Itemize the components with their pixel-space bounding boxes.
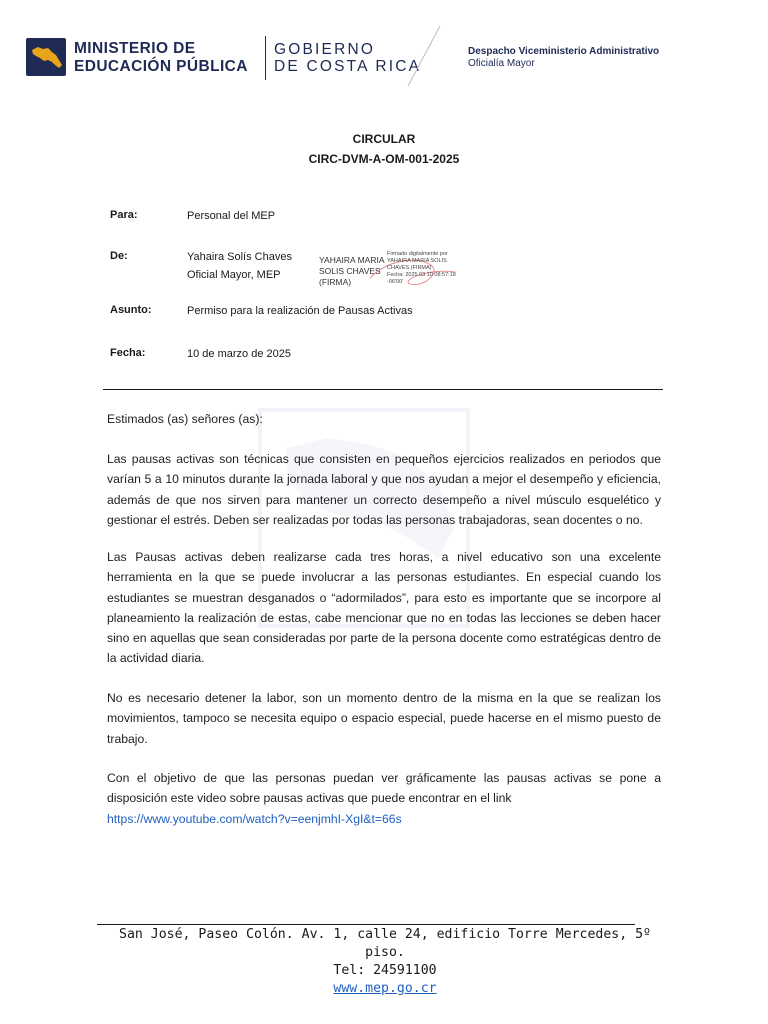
paragraph-4-text: Con el objetivo de que las personas puedan ver gráficamente las pausas activas se pone a disposición este video sobre pausas activas que puede encontrar en el link [107, 771, 661, 806]
office-block [468, 46, 659, 70]
stamp-line2: YAHAIRA MARIA SOLIS [387, 258, 447, 264]
de-label: De: [110, 250, 128, 262]
ministry-name [74, 40, 248, 76]
ministry-line1: MINISTERIO DE [74, 40, 196, 57]
stamp-line5: -06'00' [387, 279, 404, 285]
costa-rica-map-icon [26, 38, 66, 76]
paragraph-3: No es necesario detener la labor, son un momento dentro de la misma en la que se realizan los movimientos, tampoco se necesita equipo o espacio especial, puede hacerse en el mismo puesto de trabajo. [107, 691, 661, 746]
gov-line1: GOBIERNO [274, 41, 376, 58]
office-line1: Despacho Viceministerio Administrativo [468, 46, 660, 57]
para-value: Personal del MEP [187, 210, 276, 222]
stamp-line4: Fecha: 2025.03.10 08:57:18 [387, 272, 456, 278]
paragraph-1: Las pausas activas son técnicas que consisten en pequeños ejercicios realizados en periodos que varían 5 a 10 minutos durante la jornada laboral y que nos ayudan a mejor el desempeño y eficiencia, además de que nos sirven para mantener un correcto desempeño a nivel músculo esquelético y gestionar el estrés. Deben ser realizadas por todas las personas trabajadoras, sean docentes o no. [107, 452, 661, 527]
sig-name-line2: SOLIS CHAVES [319, 266, 381, 276]
de-title: Oficial Mayor, MEP [187, 269, 281, 281]
footer-website-link[interactable]: www.mep.go.cr [333, 981, 437, 996]
title-line1: CIRCULAR [352, 132, 416, 146]
fecha-label: Fecha: [110, 347, 146, 359]
sig-name-line1: YAHAIRA MARIA [319, 255, 385, 265]
digital-signature-stamp [387, 251, 487, 286]
footer [97, 926, 673, 998]
youtube-link[interactable]: https://www.youtube.com/watch?v=eenjmhI-XgI&t=66s [107, 811, 402, 826]
memo-divider [103, 389, 663, 390]
gov-line2: DE COSTA RICA [274, 58, 422, 75]
footer-divider [97, 924, 635, 925]
asunto-value: Permiso para la realización de Pausas Activas [187, 305, 413, 317]
header-slash-decoration [400, 24, 444, 90]
mep-logo [26, 38, 66, 76]
paragraph-4 [107, 768, 661, 829]
stamp-line1: Firmado digitalmente por [387, 251, 448, 257]
sig-name-line3: (FIRMA) [319, 277, 352, 287]
header-divider [265, 36, 266, 80]
para-label: Para: [110, 209, 138, 221]
stamp-line3: CHAVES (FIRMA) [387, 265, 432, 271]
footer-address: San José, Paseo Colón. Av. 1, calle 24, edificio Torre Mercedes, 5º piso. [119, 927, 651, 960]
ministry-line2: EDUCACIÓN PÚBLICA [74, 58, 248, 75]
footer-phone: Tel: 24591100 [333, 963, 437, 978]
de-name: Yahaira Solís Chaves [187, 251, 292, 263]
office-line2: Oficialía Mayor [468, 58, 535, 69]
circular-title [0, 129, 768, 169]
title-line2: CIRC-DVM-A-OM-001-2025 [308, 152, 460, 166]
fecha-value: 10 de marzo de 2025 [187, 348, 291, 360]
greeting: Estimados (as) señores (as): [107, 412, 263, 426]
paragraph-2: Las Pausas activas deben realizarse cada tres horas, a nivel educativo son una excelente herramienta en la que se puede involucrar a las personas estudiantes. En especial cuando los estudiantes se muestran desganados o “adormilados”, para esto es importante que se incorpore al planeamiento la realización de estas, cabe mencionar que no en todas las lecciones se deben hacer sino en aquellas que sean consideradas por parte de la persona docente como estratégicas dentro de la actividad diaria. [107, 550, 661, 666]
asunto-label: Asunto: [110, 304, 152, 316]
de-value [187, 248, 292, 284]
